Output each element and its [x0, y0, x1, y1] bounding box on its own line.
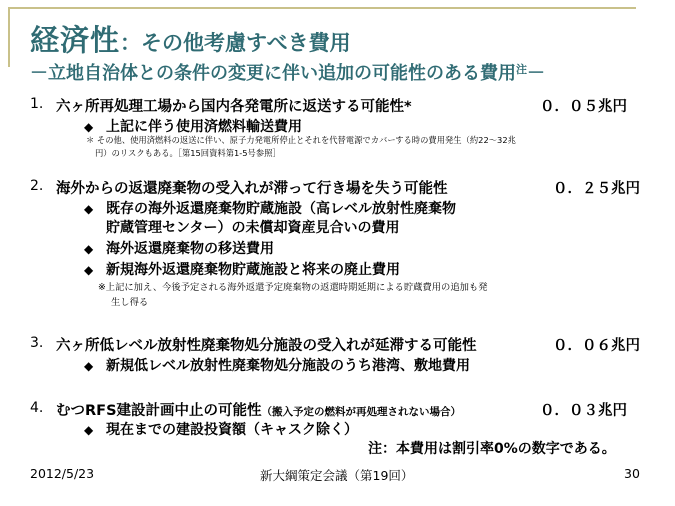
subtitle-text: －立地自治体との条件の変更に伴い追加の可能性のある費用 [30, 63, 516, 84]
item-4-heading-note: （搬入予定の燃料が再処理されない場合） [261, 406, 462, 418]
item-4-number: 4. [30, 400, 44, 416]
diamond-icon: ◆ [84, 120, 94, 134]
item-2-bullet-1-continued: 貯蔵管理センター）の未償却資産見合いの費用 [106, 220, 400, 236]
diamond-icon: ◆ [84, 263, 94, 277]
item-1-amount: ０．０５兆円 [540, 99, 627, 115]
item-2-bullet-1 [84, 198, 456, 218]
item-1-note-line-2: 円）のリスクもある。［第15回資料第1-5号参照］ [95, 148, 281, 158]
item-2-note-line-1: ※上記に加え、今後予定される海外返還予定廃棄物の返還時期延期による貯蔵費用の追加も発 [98, 282, 488, 293]
diamond-icon: ◆ [84, 359, 94, 373]
item-2-number: 2. [30, 178, 44, 194]
title-frame-top [8, 7, 636, 9]
item-3-number: 3. [30, 335, 44, 351]
item-2-bullet-2 [84, 238, 274, 258]
footer-meeting: 新大綱策定会議（第19回） [260, 468, 414, 483]
footer-date: 2012/5/23 [30, 466, 95, 481]
title-sub: ：その他考慮すべき費用 [120, 31, 351, 55]
bullet-text: 新規低レベル放射性廃棄物処分施設のうち港湾、敷地費用 [106, 358, 470, 374]
page-subtitle [30, 59, 545, 85]
item-1-note-line-1: ＊ その他、使用済燃料の返送に伴い、原子力発電所停止とそれを代替電源でカバーする時の費用発生（約22～32兆 [86, 135, 516, 145]
item-1-number: 1. [30, 96, 44, 112]
item-4-amount: ０．０３兆円 [540, 403, 627, 419]
item-1-bullet-1 [84, 116, 302, 136]
footnote: 注：本費用は割引率0%の数字である。 [368, 441, 616, 457]
bullet-text: 既存の海外返還廃棄物貯蔵施設（高レベル放射性廃棄物 [106, 201, 456, 217]
item-3-bullet-1 [84, 355, 470, 375]
page-title [30, 18, 351, 59]
diamond-icon: ◆ [84, 242, 94, 256]
title-frame-left [8, 7, 10, 67]
item-1-heading: 六ヶ所再処理工場から国内各発電所に返送する可能性* [56, 99, 412, 115]
footer-page-number: 30 [624, 466, 640, 481]
item-2-note-line-2: 生し得る [111, 297, 149, 308]
item-2-amount: ０．２５兆円 [553, 181, 640, 197]
item-4-heading: むつRFS建設計画中止の可能性 [56, 403, 262, 419]
bullet-text: 現在までの建設投資額（キャスク除く） [106, 422, 358, 438]
title-main: 経済性 [30, 23, 121, 57]
subtitle-note-mark: 注 [516, 63, 527, 76]
diamond-icon: ◆ [84, 423, 94, 437]
item-4-heading-row [56, 399, 461, 420]
subtitle-tail: － [527, 63, 545, 84]
item-2-heading: 海外からの返還廃棄物の受入れが滞って行き場を失う可能性 [56, 181, 448, 197]
bullet-text: 上記に伴う使用済燃料輸送費用 [106, 119, 302, 135]
item-3-heading: 六ヶ所低レベル放射性廃棄物処分施設の受入れが延滞する可能性 [56, 338, 477, 354]
item-3-amount: ０．０６兆円 [553, 338, 640, 354]
bullet-text: 海外返還廃棄物の移送費用 [106, 241, 274, 257]
item-2-bullet-3 [84, 259, 400, 279]
diamond-icon: ◆ [84, 202, 94, 216]
bullet-text: 新規海外返還廃棄物貯蔵施設と将来の廃止費用 [106, 262, 400, 278]
item-4-bullet-1 [84, 419, 358, 439]
